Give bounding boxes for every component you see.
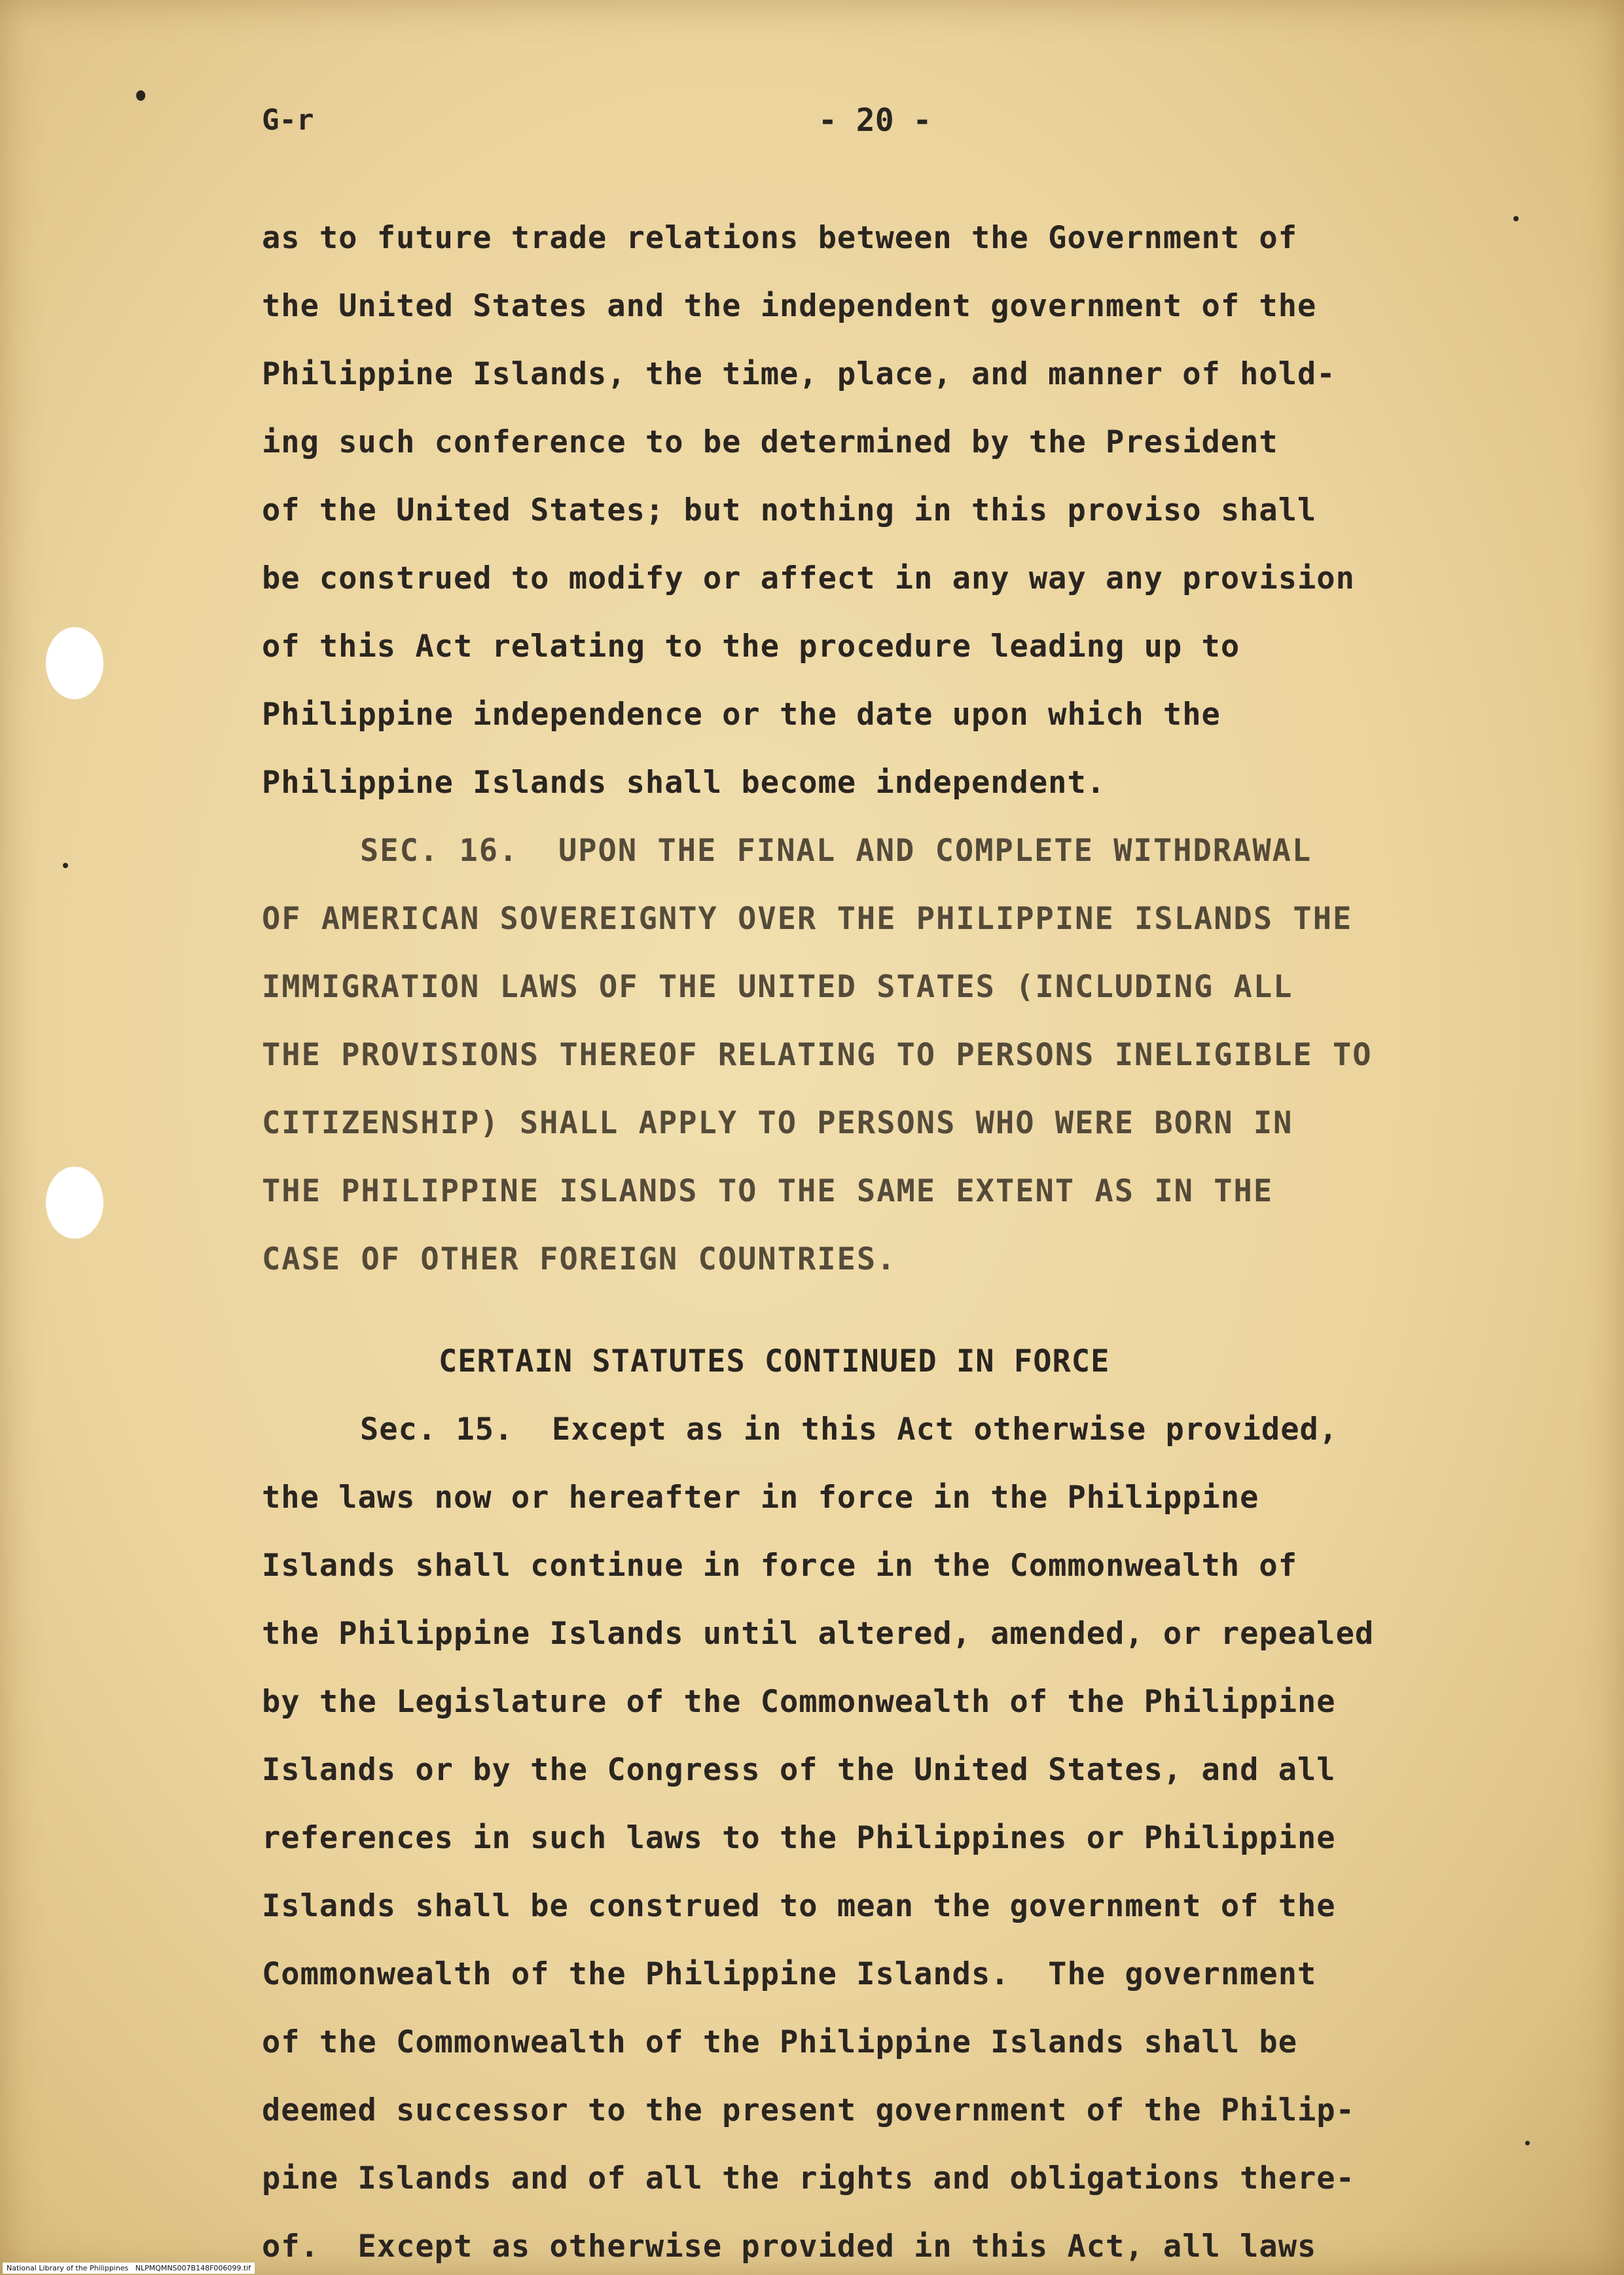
text-line: pine Islands and of all the rights and obligations there-: [262, 2160, 1355, 2196]
text-line: be construed to modify or affect in any way any provision: [262, 560, 1355, 596]
text-line: as to future trade relations between the Government of: [262, 220, 1298, 256]
text-line: by the Legislature of the Commonwealth of the Philippine: [262, 1684, 1336, 1720]
text-line: the laws now or hereafter in force in the Philippine: [262, 1480, 1259, 1516]
text-line: of the Commonwealth of the Philippine Islands shall be: [262, 2024, 1298, 2060]
section-16-line: CITIZENSHIP) SHALL APPLY TO PERSONS WHO WERE BORN IN: [262, 1105, 1293, 1141]
section-16-line: IMMIGRATION LAWS OF THE UNITED STATES (INCLUDING ALL: [262, 969, 1293, 1005]
punch-hole: [46, 1167, 103, 1239]
document-body: [262, 204, 1374, 2275]
archive-footer: National Library of the Philippines NLPMQMNS007B148F006099.tif: [3, 2263, 255, 2274]
header-code: G-r: [262, 103, 314, 137]
text-line: of this Act relating to the procedure leading up to: [262, 628, 1240, 664]
text-line: deemed successor to the present government of the Philip-: [262, 2092, 1355, 2128]
text-line: Commonwealth of the Philippine Islands. The government: [262, 1956, 1317, 1992]
section-16-line: THE PHILIPPINE ISLANDS TO THE SAME EXTENT AS IN THE: [262, 1173, 1274, 1209]
ink-speck: [63, 863, 68, 868]
section-16-line: CASE OF OTHER FOREIGN COUNTRIES.: [262, 1241, 897, 1277]
section-heading: CERTAIN STATUTES CONTINUED IN FORCE: [439, 1343, 1110, 1379]
section-16-line: THE PROVISIONS THEREOF RELATING TO PERSONS INELIGIBLE TO: [262, 1037, 1373, 1073]
text-line: Philippine independence or the date upon which the: [262, 697, 1221, 733]
text-line: Philippine Islands, the time, place, and manner of hold-: [262, 356, 1336, 392]
ink-speck: [136, 90, 145, 101]
text-line: the Philippine Islands until altered, amended, or repealed: [262, 1616, 1375, 1652]
page-number: - 20 -: [818, 102, 932, 139]
text-line: of the United States; but nothing in this proviso shall: [262, 492, 1317, 528]
text-line: of. Except as otherwise provided in this Act, all laws: [262, 2229, 1317, 2265]
section-16-line: SEC. 16. UPON THE FINAL AND COMPLETE WITHDRAWAL: [360, 833, 1312, 869]
text-line: ing such conference to be determined by the President: [262, 424, 1278, 460]
section-16-line: OF AMERICAN SOVEREIGNTY OVER THE PHILIPPINE ISLANDS THE: [262, 901, 1353, 937]
ink-speck: [1513, 216, 1519, 221]
punch-hole: [46, 627, 103, 699]
blank-space: [262, 1294, 1374, 1328]
text-line: Islands shall continue in force in the Commonwealth of: [262, 1548, 1298, 1584]
text-line: Sec. 15. Except as in this Act otherwise provided,: [360, 1411, 1339, 1447]
ink-speck: [1525, 2141, 1530, 2145]
text-line: the United States and the independent government of the: [262, 288, 1317, 324]
text-line: Philippine Islands shall become independent.: [262, 765, 1106, 801]
text-line: Islands shall be construed to mean the government of the: [262, 1888, 1336, 1924]
text-line: Islands or by the Congress of the United States, and all: [262, 1752, 1336, 1788]
text-line: references in such laws to the Philippines or Philippine: [262, 1820, 1336, 1856]
